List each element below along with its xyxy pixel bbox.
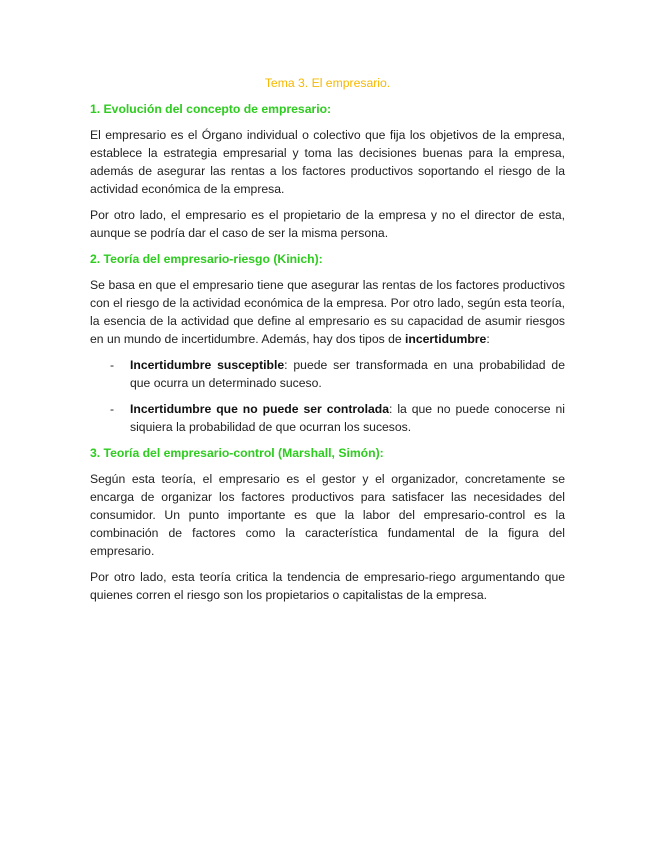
list-marker: - [110, 402, 115, 416]
section-1-paragraph-2: Por otro lado, el empresario es el propietario de la empresa y no el director de esta, aunque se podría dar el caso de ser la misma persona. [90, 208, 565, 240]
section-2-intro-bold: incertidumbre [405, 332, 487, 346]
section-1-heading: 1. Evolución del concepto de empresario: [90, 102, 332, 116]
list-item-term: Incertidumbre susceptible [130, 358, 285, 372]
list-item [90, 356, 565, 392]
section-3-paragraph-2: Por otro lado, esta teoría critica la tendencia de empresario-riego argumentando que quienes corren el riesgo son los propietarios o capitalistas de la empresa. [90, 570, 565, 602]
list-item-term: Incertidumbre que no puede ser controlada [130, 402, 389, 416]
section-2 [90, 250, 565, 436]
list-marker: - [110, 358, 115, 372]
section-2-paragraph-1 [90, 276, 565, 348]
section-2-intro-text: Se basa en que el empresario tiene que asegurar las rentas de los factores productivos con el riesgo de la actividad económica de la empresa. Por otro lado, según esta teoría, la esencia de la actividad que define al empresario es su capacidad de asumir riesgos en un mundo de incertidumbre. Además, hay dos tipos de [90, 278, 565, 346]
section-3-paragraph-1: Según esta teoría, el empresario es el gestor y el organizador, concretamente se encarga de organizar los factores productivos para satisfacer las necesidades del consumidor. Un punto importante es que la labor del empresario-control es la combinación de factores como la característica fundamental de la figura del empresario. [90, 472, 565, 558]
section-2-intro-end: : [486, 332, 490, 346]
section-1-paragraph-1: El empresario es el Órgano individual o colectivo que fija los objetivos de la empresa, establece la estrategia empresarial y toma las decisiones buenas para la empresa, además de asegurar las rentas a los factores productivos soportando el riesgo de la actividad económica de la empresa. [90, 128, 565, 196]
list-item [90, 400, 565, 436]
section-3 [90, 444, 565, 604]
section-3-heading: 3. Teoría del empresario-control (Marshall, Simón): [90, 446, 384, 460]
section-2-heading: 2. Teoría del empresario-riesgo (Kinich): [90, 252, 323, 266]
section-1 [90, 100, 565, 242]
list-item-text: : puede ser transformada en una probabilidad de que ocurra un determinado suceso. [130, 358, 565, 390]
list-item-text: : la que no puede conocerse ni siquiera la probabilidad de que ocurran los sucesos. [130, 402, 565, 434]
document-title: Tema 3. El empresario. [264, 76, 391, 90]
uncertainty-list [90, 356, 565, 436]
